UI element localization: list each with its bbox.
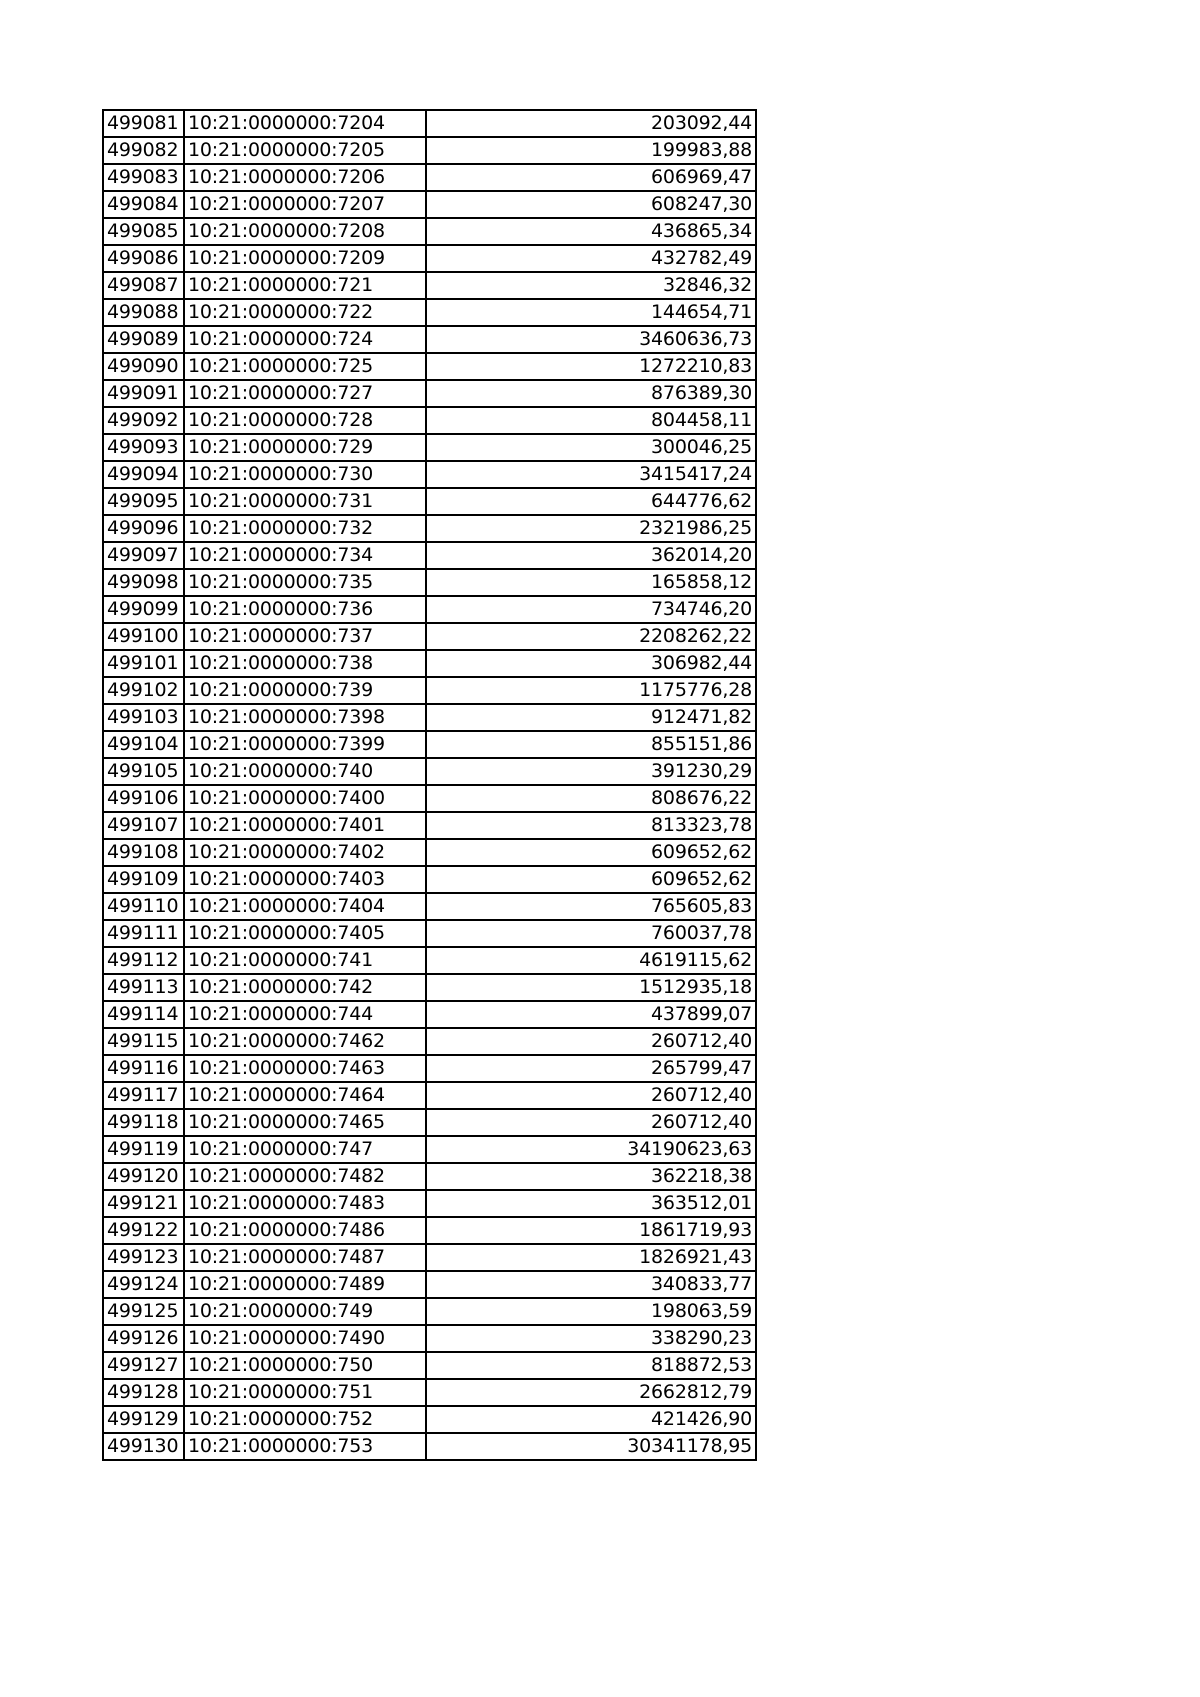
cadastral-number-cell: 10:21:0000000:7399 xyxy=(184,731,426,758)
row-id-cell: 499093 xyxy=(103,434,184,461)
row-id-cell: 499090 xyxy=(103,353,184,380)
table-row xyxy=(103,110,756,137)
amount-cell: 362014,20 xyxy=(426,542,756,569)
amount-cell: 876389,30 xyxy=(426,380,756,407)
table-row xyxy=(103,731,756,758)
cadastral-number-cell: 10:21:0000000:734 xyxy=(184,542,426,569)
amount-cell: 1861719,93 xyxy=(426,1217,756,1244)
amount-cell: 609652,62 xyxy=(426,866,756,893)
row-id-cell: 499113 xyxy=(103,974,184,1001)
row-id-cell: 499117 xyxy=(103,1082,184,1109)
table-row xyxy=(103,1163,756,1190)
amount-cell: 260712,40 xyxy=(426,1082,756,1109)
table-row xyxy=(103,245,756,272)
table-row xyxy=(103,758,756,785)
row-id-cell: 499100 xyxy=(103,623,184,650)
cadastral-number-cell: 10:21:0000000:721 xyxy=(184,272,426,299)
table-row xyxy=(103,947,756,974)
cadastral-number-cell: 10:21:0000000:7403 xyxy=(184,866,426,893)
row-id-cell: 499091 xyxy=(103,380,184,407)
table-row xyxy=(103,623,756,650)
cadastral-number-cell: 10:21:0000000:7402 xyxy=(184,839,426,866)
amount-cell: 606969,47 xyxy=(426,164,756,191)
row-id-cell: 499121 xyxy=(103,1190,184,1217)
table-row xyxy=(103,1217,756,1244)
cadastral-number-cell: 10:21:0000000:724 xyxy=(184,326,426,353)
table-row xyxy=(103,1190,756,1217)
amount-cell: 1272210,83 xyxy=(426,353,756,380)
row-id-cell: 499094 xyxy=(103,461,184,488)
table-row xyxy=(103,893,756,920)
amount-cell: 2662812,79 xyxy=(426,1379,756,1406)
amount-cell: 608247,30 xyxy=(426,191,756,218)
cadastral-number-cell: 10:21:0000000:749 xyxy=(184,1298,426,1325)
table-row xyxy=(103,785,756,812)
table-row xyxy=(103,515,756,542)
table-row xyxy=(103,1028,756,1055)
row-id-cell: 499110 xyxy=(103,893,184,920)
cadastral-number-cell: 10:21:0000000:7401 xyxy=(184,812,426,839)
table-row xyxy=(103,650,756,677)
table-row xyxy=(103,407,756,434)
table-row xyxy=(103,704,756,731)
cadastral-number-cell: 10:21:0000000:7398 xyxy=(184,704,426,731)
cadastral-number-cell: 10:21:0000000:731 xyxy=(184,488,426,515)
row-id-cell: 499092 xyxy=(103,407,184,434)
amount-cell: 437899,07 xyxy=(426,1001,756,1028)
table-row xyxy=(103,1001,756,1028)
table-row xyxy=(103,218,756,245)
table-row xyxy=(103,839,756,866)
table-row xyxy=(103,974,756,1001)
table-row xyxy=(103,677,756,704)
row-id-cell: 499103 xyxy=(103,704,184,731)
cadastral-number-cell: 10:21:0000000:7465 xyxy=(184,1109,426,1136)
row-id-cell: 499107 xyxy=(103,812,184,839)
amount-cell: 644776,62 xyxy=(426,488,756,515)
amount-cell: 300046,25 xyxy=(426,434,756,461)
row-id-cell: 499081 xyxy=(103,110,184,137)
amount-cell: 1175776,28 xyxy=(426,677,756,704)
row-id-cell: 499089 xyxy=(103,326,184,353)
cadastral-number-cell: 10:21:0000000:7462 xyxy=(184,1028,426,1055)
row-id-cell: 499098 xyxy=(103,569,184,596)
amount-cell: 3460636,73 xyxy=(426,326,756,353)
row-id-cell: 499116 xyxy=(103,1055,184,1082)
cadastral-number-cell: 10:21:0000000:751 xyxy=(184,1379,426,1406)
amount-cell: 306982,44 xyxy=(426,650,756,677)
cadastral-number-cell: 10:21:0000000:742 xyxy=(184,974,426,1001)
table-row xyxy=(103,461,756,488)
row-id-cell: 499120 xyxy=(103,1163,184,1190)
row-id-cell: 499123 xyxy=(103,1244,184,1271)
row-id-cell: 499084 xyxy=(103,191,184,218)
cadastral-number-cell: 10:21:0000000:7205 xyxy=(184,137,426,164)
table-row xyxy=(103,812,756,839)
amount-cell: 436865,34 xyxy=(426,218,756,245)
cadastral-number-cell: 10:21:0000000:735 xyxy=(184,569,426,596)
cadastral-number-cell: 10:21:0000000:737 xyxy=(184,623,426,650)
amount-cell: 1826921,43 xyxy=(426,1244,756,1271)
amount-cell: 165858,12 xyxy=(426,569,756,596)
cadastral-number-cell: 10:21:0000000:7206 xyxy=(184,164,426,191)
table-row xyxy=(103,920,756,947)
amount-cell: 362218,38 xyxy=(426,1163,756,1190)
row-id-cell: 499082 xyxy=(103,137,184,164)
table-row xyxy=(103,1244,756,1271)
row-id-cell: 499085 xyxy=(103,218,184,245)
amount-cell: 3415417,24 xyxy=(426,461,756,488)
amount-cell: 760037,78 xyxy=(426,920,756,947)
amount-cell: 2208262,22 xyxy=(426,623,756,650)
amount-cell: 260712,40 xyxy=(426,1109,756,1136)
table-row xyxy=(103,164,756,191)
cadastral-number-cell: 10:21:0000000:7490 xyxy=(184,1325,426,1352)
cadastral-number-cell: 10:21:0000000:729 xyxy=(184,434,426,461)
table-row xyxy=(103,1136,756,1163)
cadastral-number-cell: 10:21:0000000:740 xyxy=(184,758,426,785)
cadastral-number-cell: 10:21:0000000:7486 xyxy=(184,1217,426,1244)
row-id-cell: 499119 xyxy=(103,1136,184,1163)
cadastral-number-cell: 10:21:0000000:744 xyxy=(184,1001,426,1028)
table-row xyxy=(103,596,756,623)
amount-cell: 260712,40 xyxy=(426,1028,756,1055)
amount-cell: 912471,82 xyxy=(426,704,756,731)
cadastral-number-cell: 10:21:0000000:753 xyxy=(184,1433,426,1460)
cadastral-number-cell: 10:21:0000000:752 xyxy=(184,1406,426,1433)
cadastral-number-cell: 10:21:0000000:732 xyxy=(184,515,426,542)
table-row xyxy=(103,1406,756,1433)
amount-cell: 1512935,18 xyxy=(426,974,756,1001)
table-row xyxy=(103,299,756,326)
table-row xyxy=(103,1433,756,1460)
cadastral-number-cell: 10:21:0000000:7489 xyxy=(184,1271,426,1298)
amount-cell: 338290,23 xyxy=(426,1325,756,1352)
amount-cell: 4619115,62 xyxy=(426,947,756,974)
table-row xyxy=(103,866,756,893)
amount-cell: 391230,29 xyxy=(426,758,756,785)
cadastral-number-cell: 10:21:0000000:730 xyxy=(184,461,426,488)
row-id-cell: 499128 xyxy=(103,1379,184,1406)
row-id-cell: 499097 xyxy=(103,542,184,569)
amount-cell: 30341178,95 xyxy=(426,1433,756,1460)
amount-cell: 340833,77 xyxy=(426,1271,756,1298)
amount-cell: 265799,47 xyxy=(426,1055,756,1082)
amount-cell: 808676,22 xyxy=(426,785,756,812)
table-body xyxy=(103,110,756,1460)
table-row xyxy=(103,542,756,569)
table-row xyxy=(103,1352,756,1379)
amount-cell: 363512,01 xyxy=(426,1190,756,1217)
row-id-cell: 499114 xyxy=(103,1001,184,1028)
amount-cell: 855151,86 xyxy=(426,731,756,758)
row-id-cell: 499118 xyxy=(103,1109,184,1136)
row-id-cell: 499099 xyxy=(103,596,184,623)
row-id-cell: 499111 xyxy=(103,920,184,947)
amount-cell: 804458,11 xyxy=(426,407,756,434)
table-row xyxy=(103,137,756,164)
amount-cell: 818872,53 xyxy=(426,1352,756,1379)
amount-cell: 203092,44 xyxy=(426,110,756,137)
cadastral-number-cell: 10:21:0000000:7483 xyxy=(184,1190,426,1217)
cadastral-number-cell: 10:21:0000000:7208 xyxy=(184,218,426,245)
row-id-cell: 499083 xyxy=(103,164,184,191)
cadastral-number-cell: 10:21:0000000:728 xyxy=(184,407,426,434)
amount-cell: 734746,20 xyxy=(426,596,756,623)
row-id-cell: 499087 xyxy=(103,272,184,299)
amount-cell: 421426,90 xyxy=(426,1406,756,1433)
table-row xyxy=(103,1325,756,1352)
table-row xyxy=(103,1109,756,1136)
cadastral-number-cell: 10:21:0000000:7482 xyxy=(184,1163,426,1190)
cadastral-number-cell: 10:21:0000000:7204 xyxy=(184,110,426,137)
cadastral-number-cell: 10:21:0000000:725 xyxy=(184,353,426,380)
row-id-cell: 499104 xyxy=(103,731,184,758)
row-id-cell: 499130 xyxy=(103,1433,184,1460)
amount-cell: 34190623,63 xyxy=(426,1136,756,1163)
row-id-cell: 499105 xyxy=(103,758,184,785)
cadastral-number-cell: 10:21:0000000:736 xyxy=(184,596,426,623)
table-row xyxy=(103,326,756,353)
row-id-cell: 499112 xyxy=(103,947,184,974)
row-id-cell: 499109 xyxy=(103,866,184,893)
cadastral-number-cell: 10:21:0000000:7405 xyxy=(184,920,426,947)
table-row xyxy=(103,353,756,380)
table-row xyxy=(103,1082,756,1109)
amount-cell: 2321986,25 xyxy=(426,515,756,542)
cadastral-number-cell: 10:21:0000000:747 xyxy=(184,1136,426,1163)
cadastral-number-cell: 10:21:0000000:739 xyxy=(184,677,426,704)
table-row xyxy=(103,569,756,596)
row-id-cell: 499101 xyxy=(103,650,184,677)
row-id-cell: 499126 xyxy=(103,1325,184,1352)
row-id-cell: 499124 xyxy=(103,1271,184,1298)
row-id-cell: 499115 xyxy=(103,1028,184,1055)
row-id-cell: 499129 xyxy=(103,1406,184,1433)
row-id-cell: 499108 xyxy=(103,839,184,866)
row-id-cell: 499122 xyxy=(103,1217,184,1244)
amount-cell: 609652,62 xyxy=(426,839,756,866)
cadastral-number-cell: 10:21:0000000:741 xyxy=(184,947,426,974)
amount-cell: 32846,32 xyxy=(426,272,756,299)
row-id-cell: 499106 xyxy=(103,785,184,812)
table-row xyxy=(103,1271,756,1298)
row-id-cell: 499125 xyxy=(103,1298,184,1325)
table-row xyxy=(103,1055,756,1082)
cadastral-number-cell: 10:21:0000000:7404 xyxy=(184,893,426,920)
amount-cell: 144654,71 xyxy=(426,299,756,326)
table-row xyxy=(103,380,756,407)
cadastral-number-cell: 10:21:0000000:738 xyxy=(184,650,426,677)
cadastral-number-cell: 10:21:0000000:727 xyxy=(184,380,426,407)
amount-cell: 198063,59 xyxy=(426,1298,756,1325)
amount-cell: 432782,49 xyxy=(426,245,756,272)
table-row xyxy=(103,272,756,299)
amount-cell: 765605,83 xyxy=(426,893,756,920)
cadastral-number-cell: 10:21:0000000:722 xyxy=(184,299,426,326)
row-id-cell: 499088 xyxy=(103,299,184,326)
amount-cell: 813323,78 xyxy=(426,812,756,839)
cadastral-number-cell: 10:21:0000000:7209 xyxy=(184,245,426,272)
table-row xyxy=(103,434,756,461)
table-row xyxy=(103,488,756,515)
row-id-cell: 499127 xyxy=(103,1352,184,1379)
amount-cell: 199983,88 xyxy=(426,137,756,164)
data-table xyxy=(102,109,757,1461)
table-row xyxy=(103,191,756,218)
cadastral-number-cell: 10:21:0000000:750 xyxy=(184,1352,426,1379)
table-row xyxy=(103,1379,756,1406)
table-row xyxy=(103,1298,756,1325)
cadastral-number-cell: 10:21:0000000:7463 xyxy=(184,1055,426,1082)
row-id-cell: 499096 xyxy=(103,515,184,542)
cadastral-number-cell: 10:21:0000000:7400 xyxy=(184,785,426,812)
row-id-cell: 499086 xyxy=(103,245,184,272)
cadastral-number-cell: 10:21:0000000:7464 xyxy=(184,1082,426,1109)
cadastral-number-cell: 10:21:0000000:7207 xyxy=(184,191,426,218)
cadastral-number-cell: 10:21:0000000:7487 xyxy=(184,1244,426,1271)
row-id-cell: 499095 xyxy=(103,488,184,515)
row-id-cell: 499102 xyxy=(103,677,184,704)
